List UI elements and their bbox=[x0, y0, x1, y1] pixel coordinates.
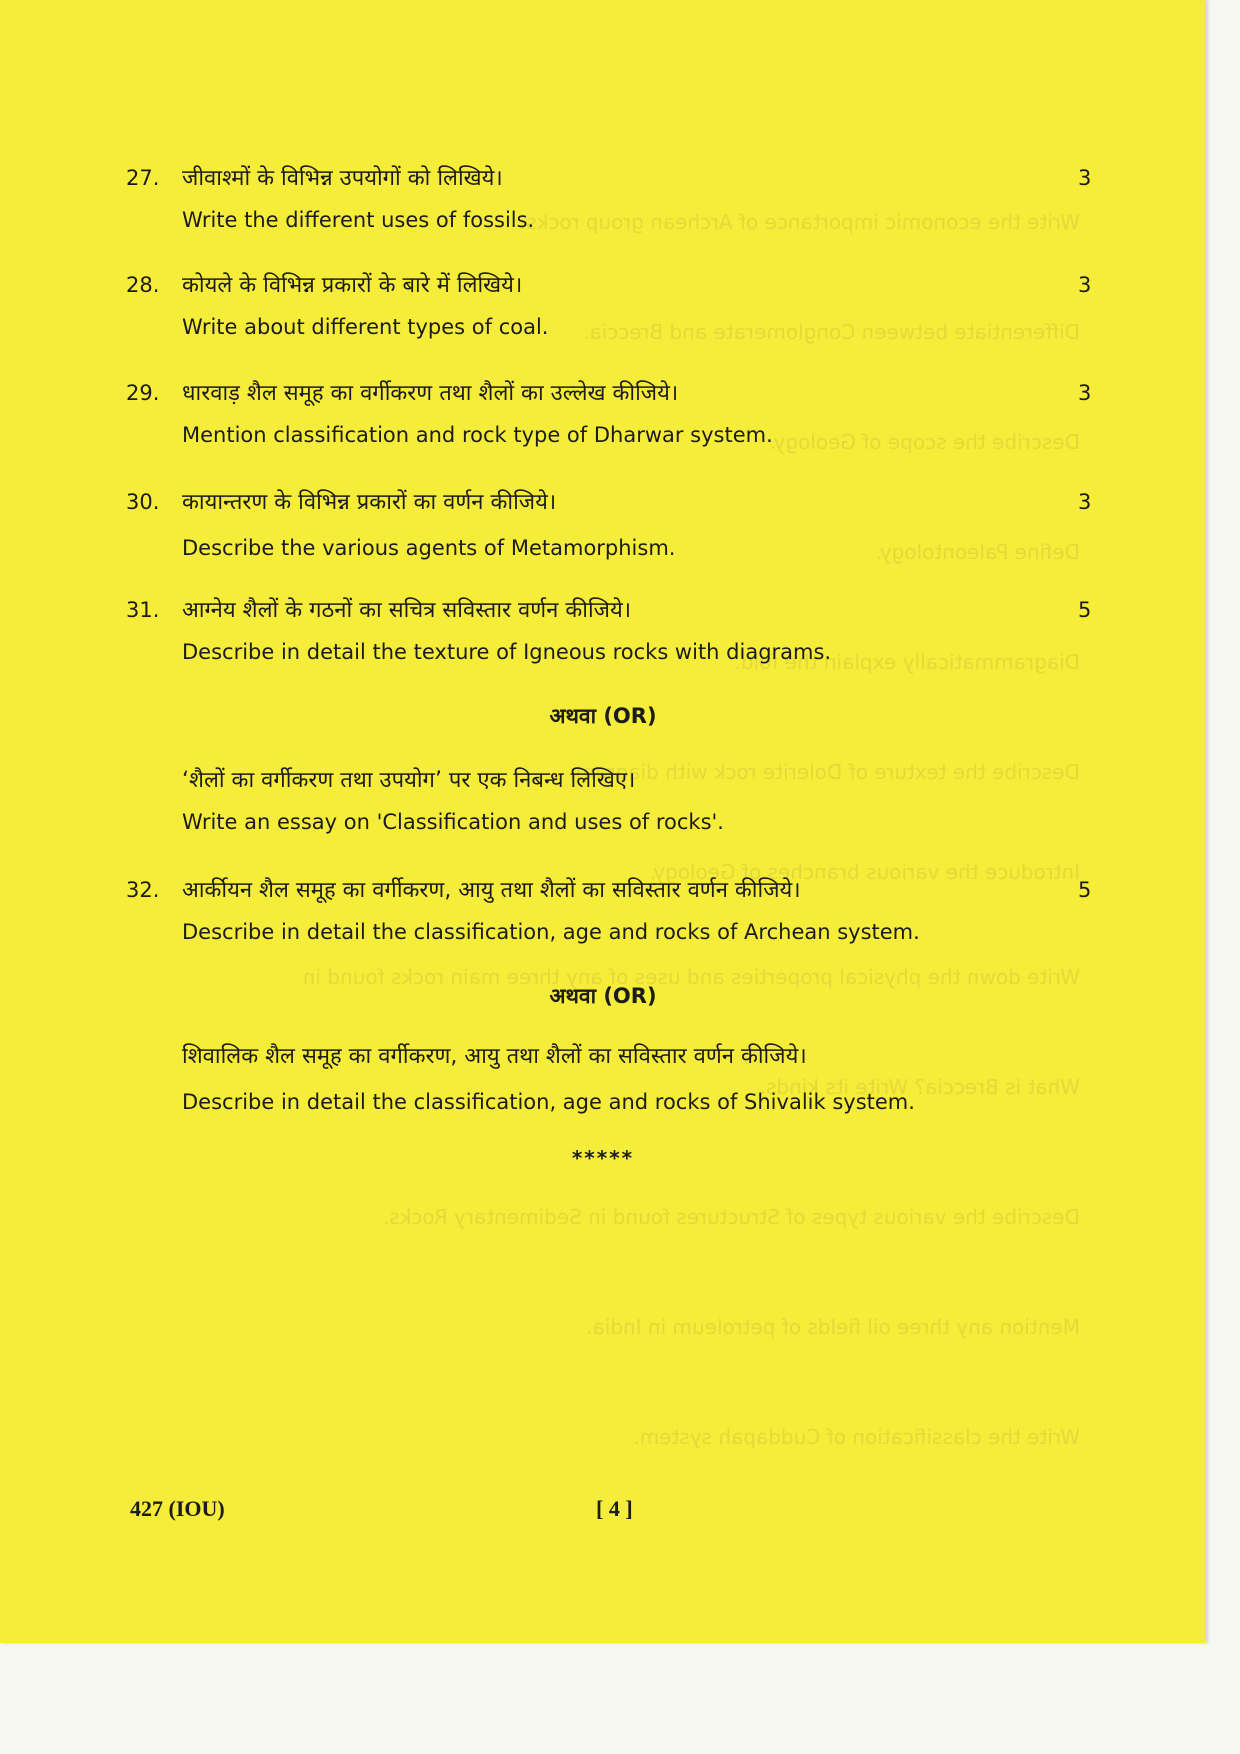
question-text-hindi: आर्कीयन शैल समूह का वर्गीकरण, आयु तथा शैलों का सविस्तार वर्णन कीजिये। bbox=[182, 878, 801, 903]
question-text-hindi: जीवाश्मों के विभिन्न उपयोगों को लिखिये। bbox=[182, 166, 503, 191]
alternative-text-english: Describe in detail the classification, age and rocks of Shivalik system. bbox=[182, 1090, 915, 1114]
question-text-hindi: कायान्तरण के विभिन्न प्रकारों का वर्णन कीजिये। bbox=[182, 490, 557, 515]
bleed-through-text: Describe the scope of Geology. bbox=[770, 430, 1080, 454]
question-marks: 3 bbox=[1078, 166, 1092, 190]
bleed-through-text: Mention any three oil fields of petroleum in India. bbox=[586, 1315, 1080, 1339]
question-text-hindi: कोयले के विभिन्न प्रकारों के बारे में लिखिये। bbox=[182, 273, 523, 298]
or-separator: अथवा (OR) bbox=[549, 704, 657, 728]
question-number: 31. bbox=[126, 598, 160, 622]
question-text-english: Write about different types of coal. bbox=[182, 315, 549, 339]
alternative-text-hindi: ‘शैलों का वर्गीकरण तथा उपयोग’ पर एक निबन्ध लिखिए। bbox=[182, 768, 636, 793]
question-number: 27. bbox=[126, 166, 160, 190]
bleed-through-text: Write the classification of Cuddapah system. bbox=[633, 1425, 1080, 1449]
question-text-english: Describe the various agents of Metamorphism. bbox=[182, 536, 676, 560]
bleed-through-text: Write down the physical properties and uses of any three main rocks found in bbox=[302, 965, 1080, 989]
end-of-paper-marker: ***** bbox=[571, 1146, 635, 1170]
bleed-through-text: Describe the various types of Structures found in Sedimentary Rocks. bbox=[383, 1205, 1080, 1229]
question-number: 28. bbox=[126, 273, 160, 297]
question-text-english: Write the different uses of fossils. bbox=[182, 208, 535, 232]
question-text-hindi: आग्नेय शैलों के गठनों का सचित्र सविस्तार वर्णन कीजिये। bbox=[182, 598, 632, 623]
bleed-through-text: Introduce the various branches of Geology. bbox=[649, 860, 1080, 884]
question-number: 29. bbox=[126, 381, 160, 405]
alternative-text-english: Write an essay on 'Classification and uses of rocks'. bbox=[182, 810, 724, 834]
question-marks: 3 bbox=[1078, 490, 1092, 514]
question-text-hindi: धारवाड़ शैल समूह का वर्गीकरण तथा शैलों का उल्लेख कीजिये। bbox=[182, 381, 679, 406]
page-number: [ 4 ] bbox=[596, 1496, 633, 1521]
bleed-through-text: Differentiate between Conglomerate and Breccia. bbox=[583, 320, 1080, 344]
question-marks: 3 bbox=[1078, 381, 1092, 405]
bleed-through-text: What is Breccia? Write its kinds. bbox=[759, 1075, 1080, 1099]
question-text-english: Describe in detail the classification, age and rocks of Archean system. bbox=[182, 920, 920, 944]
alternative-text-hindi: शिवालिक शैल समूह का वर्गीकरण, आयु तथा शैलों का सविस्तार वर्णन कीजिये। bbox=[182, 1044, 807, 1069]
question-number: 30. bbox=[126, 490, 160, 514]
bleed-through-text: Describe the texture of Dolerite rock with diagram. bbox=[569, 760, 1080, 784]
or-separator: अथवा (OR) bbox=[549, 984, 657, 1008]
question-text-english: Describe in detail the texture of Igneous rocks with diagrams. bbox=[182, 640, 832, 664]
bleed-through-text: Define Paleontology. bbox=[876, 540, 1080, 564]
question-marks: 5 bbox=[1078, 598, 1092, 622]
question-number: 32. bbox=[126, 878, 160, 902]
bleed-through-text: Write the economic importance of Archean group rocks. bbox=[520, 210, 1080, 234]
question-marks: 3 bbox=[1078, 273, 1092, 297]
bleed-through-text: Diagrammatically explain the fold. bbox=[734, 650, 1080, 674]
paper-code: 427 (IOU) bbox=[130, 1496, 225, 1521]
question-marks: 5 bbox=[1078, 878, 1092, 902]
question-text-english: Mention classification and rock type of Dharwar system. bbox=[182, 423, 773, 447]
